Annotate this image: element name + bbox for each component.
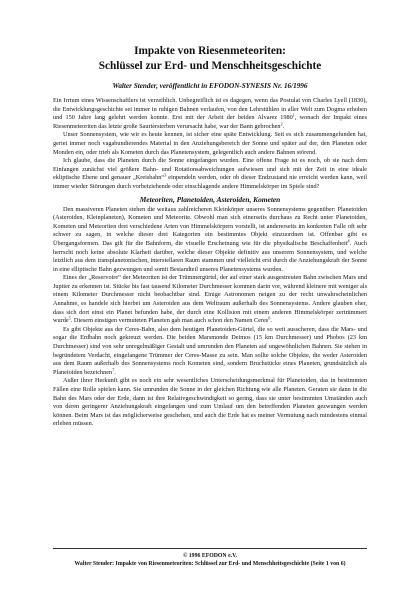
footnote-ref[interactable]: 1: [292, 112, 295, 118]
footnote-ref[interactable]: 6: [268, 315, 271, 321]
footer-page-info: Walter Stender: Impakte von Riesenmeteoriten: Schlüssel zur Erd- und Menschheitsgeschichte (Seite 1 von 6): [74, 561, 346, 567]
footer-divider: [53, 548, 367, 549]
paragraph: Außer ihrer Herkunft gibt es noch ein sehr wesentliches Unterscheidungsmerkmal für Planetoiden, das in bestimmten Fällen eine Rolle spielen kann. Sie umrunden die Sonne in der gleichen Richtung wie alle Planeten. Geraten sie dann in die Bahn des Mars oder der Erde, dann ist ihre Relativgeschwindigkeit so gering, dass sie unter bestimmten Umständen auch von deren geringerer Anziehungskraft eingefangen und zum Umlauf um den betreffenden Planeten gezwungen werden können. Beim Mars ist das möglicherweise geschehen, und auch die Erde hat es meiner Vermutung nach mindestens einmal erleben müssen.: [53, 377, 367, 428]
footer-copyright: © 1996 EFODON e.V.: [183, 553, 237, 559]
title-line-1: Impakte von Riesenmeteoriten:: [134, 45, 286, 57]
paragraph: Den massiveren Planeten stehen die weitaus zahlreicheren Kleinkörper unseres Sonnensystems gegenüber: Planetoiden (Asteroiden, Kleinplaneten), Kometen und Meteorite. Obwohl man sich einerseits durchaus zu Recht unter Planetoiden, Kometen und Meteoriten drei verschiedene Arten von Himmelskörpern vorstellt, ist andererseits im konkreten Falle oft sehr schwer zu sagen, in welche dieser drei Kategorien ein bestimmtes Objekt einzuordnen ist. Offenbar gibt es Übergangsformen. Das gilt für die Bahnform, die visuelle Erscheinung wie für die physikalische Beschaffenheit$^4$. Auch herrscht noch keine absolute Klarheit darüber, welche dieser Objekte definitiv aus unserem Sonnensystem, und welche letztlich aus dem transplanetonischen, interstellaren Raum stammen und vielleicht erst durch die Anziehungskraft der Sonne in eine elliptische Bahn gezwungen und somit Bestandteil unseres Planetensystems wurden.: [53, 205, 367, 273]
paragraph: Ich glaube, dass die Planeten durch die Sonne eingefangen wurden. Eine offene Frage ist es noch, ob sie nach dem Einfangen zunächst viel größere Bahn- und Rotationsabweichungen aufwiesen und sich mit der Zeit in eine ideale ekliptische Ebene und genauer „Kreisbahn“$^3$ einpendeln werden, oder ob dieser Endzustand nie erreicht werden kann, weil immer wieder Störungen durch vorbeiziehende oder einschlagende andere Himmelskörper im Spiele sind?: [53, 157, 367, 190]
article-body: [53, 97, 367, 429]
paragraph: Es gibt Objekte aus der Ceres-Bahn, also dem heutigen Planetoiden-Gürtel, die so weit ausscheren, dass die Mars- und sogar die Erdbahn noch gekreuzt werden. Die beiden Marsmonde Deimos (15 km Durchmesser) und Phobos (23 km Durchmesser) sind von sehr unregelmäßiger Gestalt und umrunden den Planeten auf ungewöhnlichen Bahnen. Sie stehen in begründetem Verdacht, eingefangene Trümmer der Ceres-Masse zu sein. Man sollte solche Objekte, die weder Asteroiden aus dem Raum außerhalb des Sonnensystems noch Kometen sind, sondern Bruchstücke eines Planeten, grundsätzlich als Planetoiden bezeichnen$^7$.: [53, 325, 367, 376]
paragraph: Unser Sonnensystem, wie wir es heute kennen, ist sicher eine späte Entwicklung. Seit es sich zusammengefunden hat, geriet immer noch vagabundierendes Material in den Anziehungsbereich der Sonne und später auf der, den Planeten oder Monden ein, oder trieb als Kometen durch das Planetensystem, gelegentlich auch andere Bahnen störend.: [53, 131, 367, 156]
title-line-2: Schlüssel zur Erd- und Menschheitsgeschichte: [98, 60, 322, 72]
footnote-ref[interactable]: 4: [347, 238, 350, 244]
author-byline: Walter Stender, veröffentlicht in EFODON-SYNESIS Nr. 16/1996: [112, 82, 308, 90]
footnote-ref[interactable]: 7: [112, 367, 115, 373]
paragraph: Eines der „Reservoire“ der Meteoriten ist der Trümmergürtel, der auf einer stark ausgestreuten Bahn zwischen Mars und Jupiter zu erkennen ist. Stücke bis fast tausend Kilometer Durchmesser kommen darin vor, während kleinere mit weniger als einem Kilometer Durchmesser nicht beobachtbar sind. Einige Astronomen neigen zu der recht unwahrscheinlichen Annahme, es handele sich hierbei um Asteroiden aus dem Weltraum außerhalb des Sonnensystems. Andere glauben eher, dass sich dort einst ein Planet befunden habe, der durch eine Kollision mit einem anderen Himmelskörper zertrümmert wurde$^5$. Diesem einstigen vermuteten Planeten gab man auch schon den Namen Ceres$^6$.: [53, 274, 367, 325]
footnote-ref[interactable]: 2: [280, 121, 283, 127]
footnote-ref[interactable]: 3: [164, 172, 167, 178]
footnote-ref[interactable]: 5: [68, 315, 71, 321]
section-heading: Meteoriten, Planetoiden, Asteroiden, Kometen: [139, 194, 281, 204]
paragraph: Ein Irrtum eines Wissenschaftlers ist verzeihlich. Unbegreiflich ist es dagegen, wenn das Postulat von Charles Lyell (1830), die Entwicklungsgeschichte sei immer in ruhigen Bahnen verlaufen, von den Lehrstühlen in aller Welt zum Dogma erhoben und 150 Jahre lang gelehrt werden konnte. Erst mit der Arbeit der beiden Alvarez 1980$^1$, wonach der Impakt eines Riesenmeteoriten das letzte große Saurièrsterben verursacht habe, war der Bann gebrochen$^2$.: [53, 97, 368, 130]
